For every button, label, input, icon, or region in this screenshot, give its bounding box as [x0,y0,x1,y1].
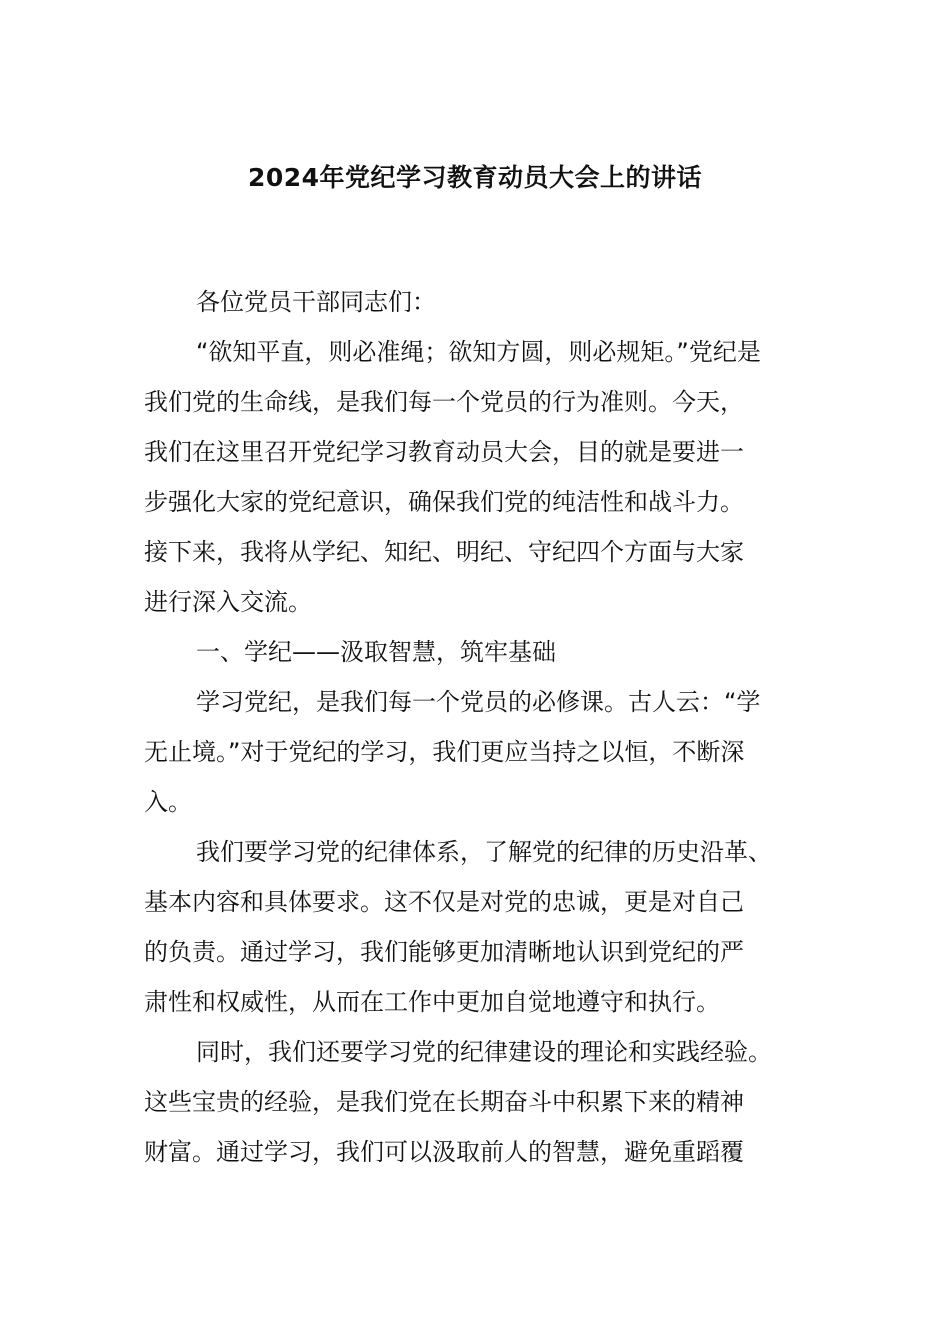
paragraph-line: 肃性和权威性，从而在工作中更加自觉地遵守和执行。 [144,988,720,1016]
paragraph-line: 我们要学习党的纪律体系，了解党的纪律的历史沿革、 [196,838,772,866]
paragraph-line: 学习党纪，是我们每一个党员的必修课。古人云：“学 [196,688,761,716]
paragraph-line: 我们在这里召开党纪学习教育动员大会，目的就是要进一 [144,438,744,466]
paragraph-line: 接下来，我将从学纪、知纪、明纪、守纪四个方面与大家 [144,538,744,566]
paragraph-line: 进行深入交流。 [144,588,312,616]
paragraph-line: 的负责。通过学习，我们能够更加清晰地认识到党纪的严 [144,938,744,966]
document-title: 2024年党纪学习教育动员大会上的讲话 [247,163,703,192]
paragraph-line: “欲知平直，则必准绳；欲知方圆，则必规矩。”党纪是 [196,338,761,366]
paragraph-line: 我们党的生命线，是我们每一个党员的行为准则。今天， [144,388,744,416]
paragraph-line: 同时，我们还要学习党的纪律建设的理论和实践经验。 [196,1038,772,1066]
paragraph-line: 步强化大家的党纪意识，确保我们党的纯洁性和战斗力。 [144,488,744,516]
paragraph-line: 这些宝贵的经验，是我们党在长期奋斗中积累下来的精神 [144,1088,744,1116]
paragraph-1 [144,327,844,627]
paragraph-line: 财富。通过学习，我们可以汲取前人的智慧，避免重蹈覆 [144,1138,744,1166]
document-body [144,277,844,1177]
paragraph-line: 无止境。”对于党纪的学习，我们更应当持之以恒，不断深 [144,738,745,766]
section-heading-text: 一、学纪——汲取智慧，筑牢基础 [196,638,556,666]
paragraph-line: 基本内容和具体要求。这不仅是对党的忠诚，更是对自己 [144,888,744,916]
paragraph-line: 入。 [144,788,192,816]
section-heading-1 [144,627,844,677]
paragraph-3 [144,827,844,1027]
paragraph-4 [144,1027,844,1177]
paragraph-2 [144,677,844,827]
salutation: 各位党员干部同志们： [196,288,436,316]
